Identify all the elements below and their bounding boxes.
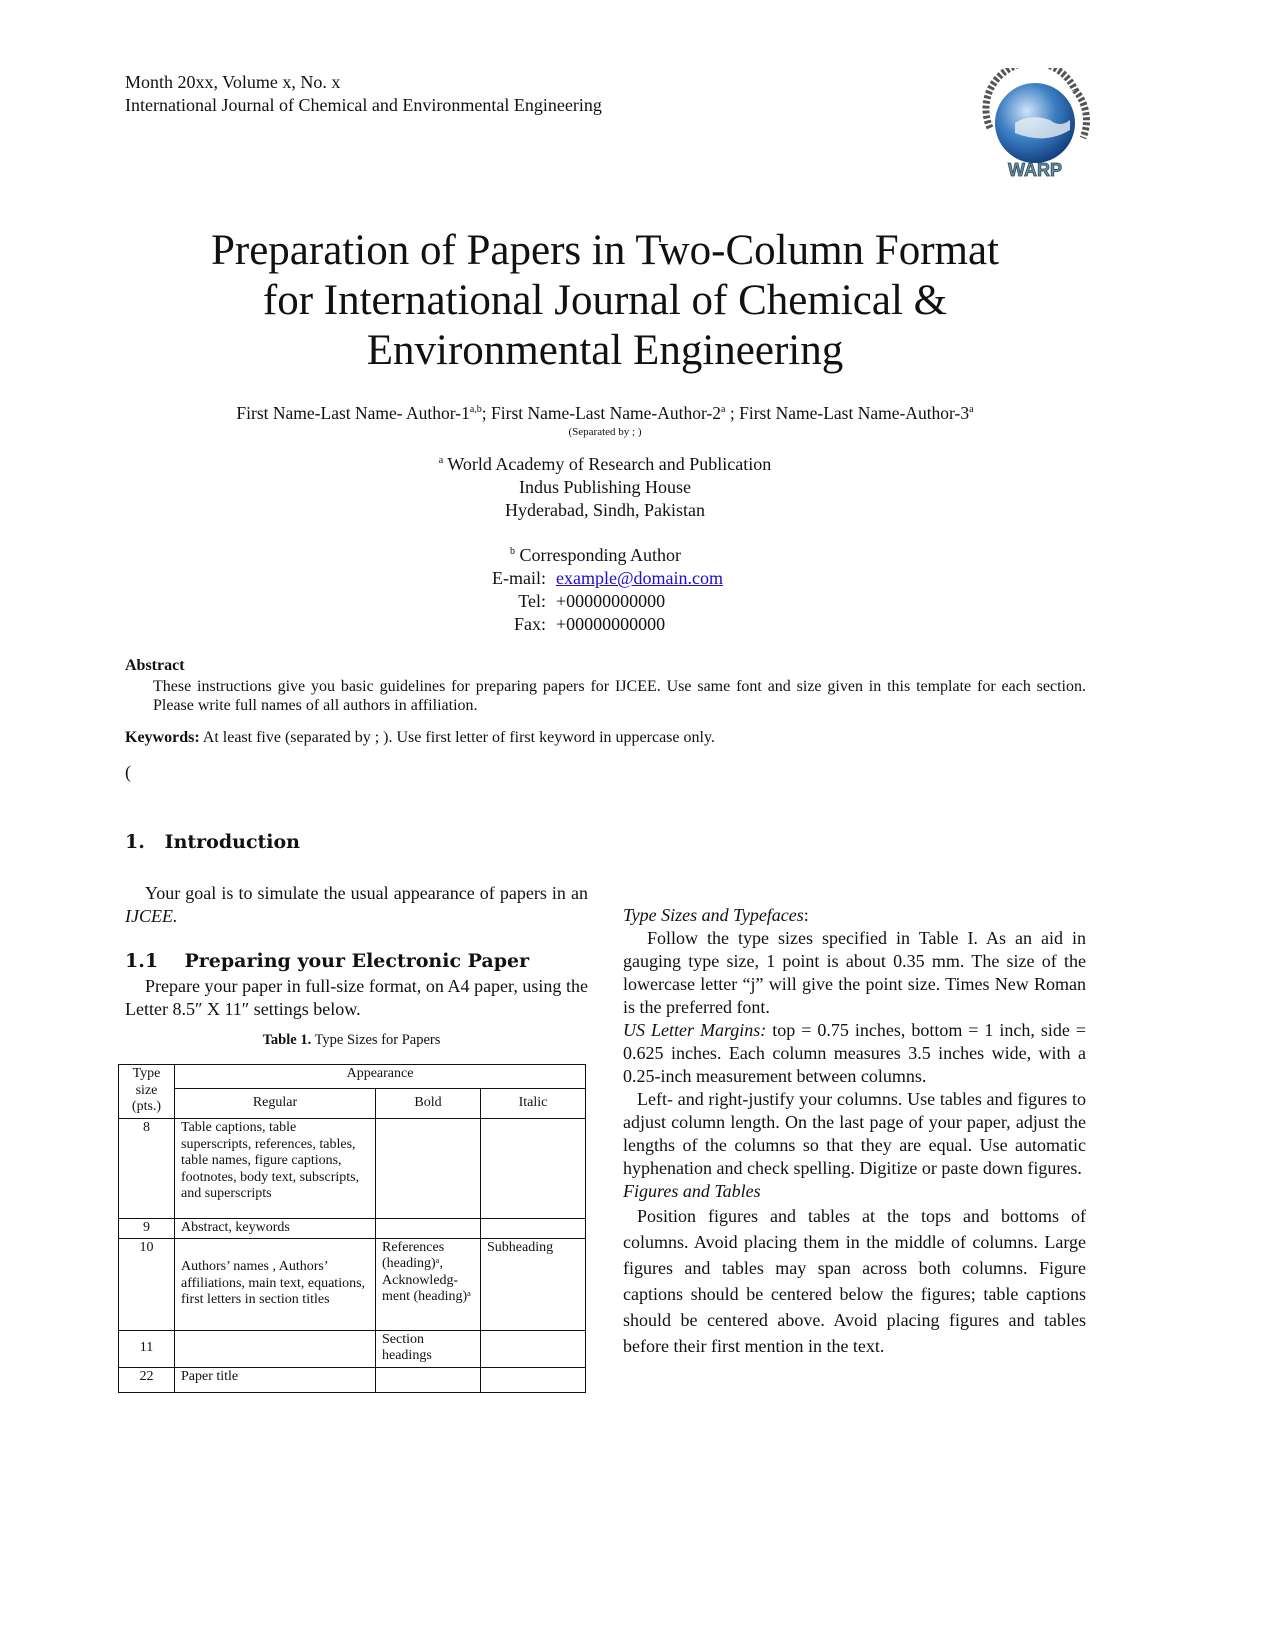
- cell-italic: [481, 1119, 586, 1219]
- title-line: Environmental Engineering: [366, 327, 844, 374]
- header-bold: Bold: [376, 1089, 481, 1119]
- journal-abbrev: IJCEE.: [125, 906, 178, 926]
- paper-title: [100, 226, 1110, 376]
- subsection-paragraph: Prepare your paper in full-size format, on A4 paper, using the Letter 8.5″ X 11″ settings below.: [125, 976, 588, 1019]
- table-row: [119, 1330, 586, 1367]
- keywords-label: Keywords:: [125, 729, 200, 746]
- affil-sup: a: [721, 404, 726, 416]
- stray-paren: (: [125, 762, 131, 782]
- margins-text: top = 0.75 inches, bottom = 1 inch, side = 0.625 inches. Each column measures 3.5 inches wide, with a 0.25-inch measurement between columns.: [623, 1020, 1087, 1086]
- figures-paragraph: Position figures and tables at the tops and bottoms of columns. Avoid placing them in the middle of columns. Large figures and tables may span across both columns. Figure captions should be centered below the figures; table captions should be centered above. Avoid placing figures and tables before their first mention in the text.: [623, 1206, 1086, 1356]
- header-appearance: Appearance: [175, 1065, 586, 1089]
- justify-paragraph: Left- and right-justify your columns. Use tables and figures to adjust column length. On the last page of your paper, adjust the lengths of the columns so that they are equal. Use automatic hyphenation and check spelling. Digitize or paste down figures.: [623, 1089, 1086, 1178]
- subsection-heading: 1.1 Preparing your Electronic Paper: [125, 950, 530, 972]
- affil-sup: a,b: [469, 404, 482, 416]
- affiliation: [300, 449, 910, 522]
- title-line: for International Journal of Chemical &: [262, 277, 948, 324]
- corr-label: Corresponding Author: [515, 545, 681, 565]
- cell-size: 22: [119, 1367, 175, 1392]
- margins-label: US Letter Margins:: [623, 1020, 767, 1040]
- table-caption: [118, 1032, 585, 1049]
- journal-header: [125, 71, 602, 117]
- tel-label: Tel:: [518, 591, 546, 611]
- colon: :: [803, 905, 809, 925]
- cell-size: 11: [119, 1330, 175, 1367]
- table-row: [119, 1367, 586, 1392]
- affil-house: Indus Publishing House: [518, 477, 691, 497]
- cell-size: 8: [119, 1119, 175, 1219]
- type-sizes-table: [118, 1064, 586, 1393]
- cell-bold: [376, 1119, 481, 1219]
- affil-location: Hyderabad, Sindh, Pakistan: [505, 500, 705, 520]
- cell-regular: Abstract, keywords: [175, 1219, 376, 1239]
- subheading-type-sizes: Type Sizes and Typefaces: [623, 905, 804, 925]
- cell-bold: References (heading)ᵃ, Acknowledg-ment (heading)ᵃ: [376, 1238, 481, 1330]
- tel-value: +00000000000: [556, 591, 666, 611]
- keywords-text: At least five (separated by ; ). Use first letter of first keyword in uppercase only.: [199, 729, 715, 746]
- table-label: Table 1.: [262, 1032, 312, 1048]
- section-heading-introduction: 1. Introduction: [125, 831, 300, 853]
- cell-size: 9: [119, 1219, 175, 1239]
- table-row: [119, 1219, 586, 1239]
- author-list: [100, 403, 1110, 424]
- affil-sup: a: [438, 455, 444, 466]
- cell-italic: Subheading: [481, 1238, 586, 1330]
- cell-regular: [175, 1330, 376, 1367]
- email-label: E-mail:: [492, 568, 546, 588]
- corresponding-author: [300, 540, 910, 636]
- header-regular: Regular: [175, 1089, 376, 1119]
- title-line: Preparation of Papers in Two-Column Format: [210, 227, 999, 274]
- author-3: ; First Name-Last Name-Author-3: [725, 403, 970, 423]
- corr-sup: b: [510, 546, 515, 557]
- cell-bold: Section headings: [376, 1330, 481, 1367]
- affil-org: World Academy of Research and Publication: [443, 454, 772, 474]
- abstract-heading: Abstract: [125, 657, 185, 674]
- cell-italic: [481, 1330, 586, 1367]
- email-link[interactable]: example@domain.com: [556, 568, 724, 588]
- cell-italic: [481, 1367, 586, 1392]
- separator-note: (Separated by ; ): [568, 426, 642, 438]
- cell-bold: [376, 1219, 481, 1239]
- cell-regular: Table captions, table superscripts, references, tables, table names, figure captions, footnotes, body text, subscripts, and superscripts: [175, 1119, 376, 1219]
- cell-regular: Authors’ names , Authors’ affiliations, main text, equations, first letters in section titles: [175, 1238, 376, 1330]
- keywords: [125, 729, 715, 747]
- abstract-text: These instructions give you basic guidelines for preparing papers for IJCEE. Use same font and size given in this template for each section. Please write full names of all authors in affiliation.: [153, 678, 1086, 714]
- cell-bold: [376, 1367, 481, 1392]
- table-title: Type Sizes for Papers: [311, 1032, 441, 1048]
- subheading-figures-tables: Figures and Tables: [623, 1181, 761, 1201]
- header-type-size: Type size (pts.): [119, 1065, 175, 1119]
- author-2: ; First Name-Last Name-Author-2: [481, 403, 722, 423]
- svg-text:WARP: WARP: [1008, 160, 1062, 180]
- table-row: [119, 1119, 586, 1219]
- cell-size: 10: [119, 1238, 175, 1330]
- cell-regular: Paper title: [175, 1367, 376, 1392]
- table-row: [119, 1238, 586, 1330]
- cell-italic: [481, 1219, 586, 1239]
- author-1: First Name-Last Name- Author-1: [236, 403, 470, 423]
- journal-name: International Journal of Chemical and Environmental Engineering: [125, 95, 602, 115]
- header-italic: Italic: [481, 1089, 586, 1119]
- fax-value: +00000000000: [556, 614, 666, 634]
- affil-sup: a: [969, 404, 974, 416]
- intro-paragraph: [125, 882, 588, 928]
- intro-text: Your goal is to simulate the usual appearance of papers in an: [145, 883, 588, 903]
- right-column: [623, 904, 1086, 1359]
- issue-info: Month 20xx, Volume x, No. x: [125, 72, 341, 92]
- fax-label: Fax:: [513, 614, 546, 634]
- type-sizes-paragraph: Follow the type sizes specified in Table I. As an aid in gauging type size, 1 point is about 0.35 mm. The size of the lowercase letter “j” will give the point size. Times New Roman is the preferred font.: [623, 928, 1086, 1017]
- warp-logo: [975, 68, 1093, 183]
